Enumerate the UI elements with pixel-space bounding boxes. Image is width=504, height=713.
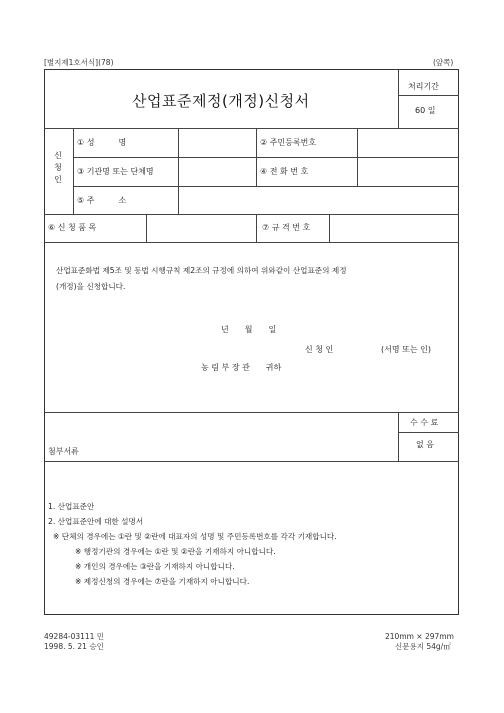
form-title: 산업표준제정(개정)신청서 bbox=[132, 92, 310, 110]
recipient-line: 농 림 부 장 관 귀하 bbox=[201, 363, 282, 372]
attachments-label: 첨부서류 bbox=[48, 447, 79, 456]
signature-label: (서명 또는 인) bbox=[381, 345, 431, 354]
note-item: ※ 개인의 경우에는 ③란을 기재하지 아니합니다. bbox=[75, 562, 235, 571]
approval-date: 1998. 5. 21 승인 bbox=[44, 642, 104, 651]
form-code: 49284-03111 민 bbox=[44, 632, 105, 641]
name-field[interactable] bbox=[179, 129, 255, 156]
address-field[interactable] bbox=[179, 187, 458, 213]
processing-period-label: 처리기간 bbox=[408, 82, 439, 91]
note-item: ※ 행정기관의 경우에는 ①란 및 ②란을 기재하지 아니합니다. bbox=[75, 547, 276, 556]
resident-id-field[interactable] bbox=[358, 129, 458, 156]
phone-field[interactable] bbox=[358, 158, 458, 185]
resident-id-label: ② 주민등록번호 bbox=[260, 138, 317, 147]
note-item: ※ 단체의 경우에는 ①란 및 ②란에 대표자의 성명 및 주민등록번호를 각각 기재합니다. bbox=[53, 532, 337, 541]
note-item: ※ 제정신청의 경우에는 ⑦란을 기재하지 아니합니다. bbox=[75, 577, 250, 586]
applicant-group-label: 신 청 인 bbox=[54, 151, 62, 184]
form-number: [별지제1호서식](78) bbox=[44, 58, 114, 67]
name-label: ① 성 명 bbox=[77, 138, 127, 147]
phone-label: ④ 전 화 번 호 bbox=[260, 167, 309, 176]
processing-period-value: 60 일 bbox=[415, 106, 436, 115]
paper-type: 신문용지 54g/㎡ bbox=[395, 642, 451, 651]
product-item-label: ⑥ 신 청 품 목 bbox=[48, 223, 97, 232]
organization-field[interactable] bbox=[179, 158, 255, 185]
spec-number-field[interactable] bbox=[330, 215, 458, 241]
attachment-notes bbox=[48, 499, 337, 589]
date-line: 년 월 일 bbox=[221, 325, 277, 334]
applicant-sign-label: 신 청 인 bbox=[305, 345, 334, 354]
application-statement-line2: (개정)을 신청합니다. bbox=[56, 282, 126, 291]
product-item-field[interactable] bbox=[147, 215, 255, 241]
fee-label: 수 수 료 bbox=[410, 418, 439, 427]
application-statement-line1: 산업표준화법 제5조 및 동법 시행규칙 제2조의 규정에 의하여 위와같이 산업표준의 제정 bbox=[56, 266, 347, 275]
page-side-label: (앞쪽) bbox=[433, 58, 454, 67]
address-label: ⑤ 주 소 bbox=[77, 196, 127, 205]
spec-number-label: ⑦ 규 격 번 호 bbox=[262, 223, 311, 232]
fee-value: 없 음 bbox=[416, 440, 434, 449]
organization-label: ③ 기관명 또는 단체명 bbox=[77, 167, 154, 176]
note-item: 2. 산업표준안에 대한 설명서 bbox=[48, 517, 144, 526]
paper-size: 210mm × 297mm bbox=[385, 632, 454, 641]
note-item: 1. 산업표준안 bbox=[48, 502, 95, 511]
